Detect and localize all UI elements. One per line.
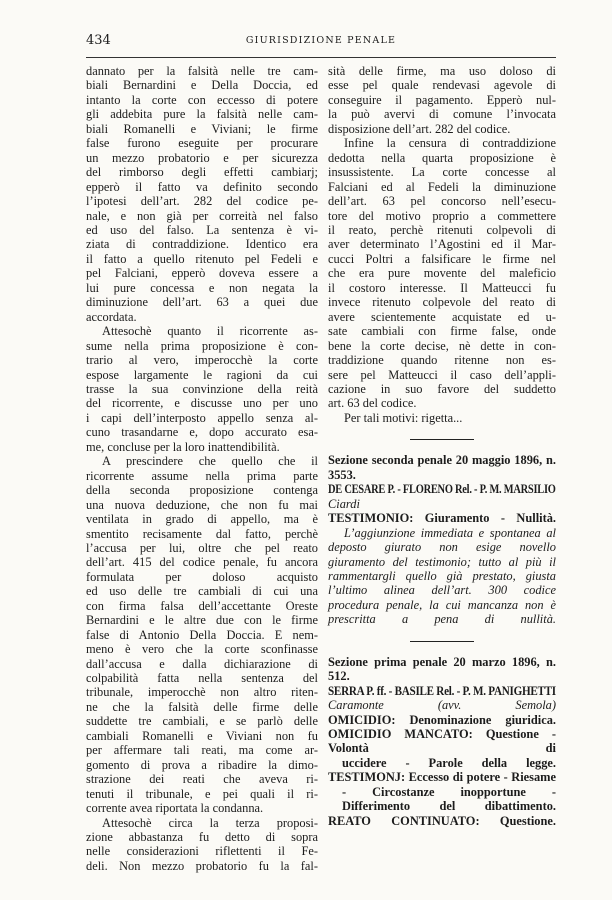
text-line: strazione dei reati che aveva ri- — [86, 772, 318, 787]
text-line: espose largamente le ragioni da cui — [86, 367, 318, 382]
case-entry-2 — [328, 655, 556, 828]
text-line: corrente avea riportata la condanna. — [86, 801, 264, 816]
text-line: dell’art. 63 pel concorso nell’esecu- — [328, 194, 556, 209]
right-column — [328, 64, 556, 828]
text-line: zione abbastanza fu detto di sopra — [86, 830, 318, 845]
right-column-text — [328, 64, 556, 425]
section-divider — [410, 439, 474, 440]
text-line: cazione in suo favore del suddetto — [328, 381, 556, 396]
subject-continuation: - Circostanze inopportune - Differimento del dibattimento. — [342, 784, 556, 814]
text-line: sità delle firme, ma uso doloso di — [328, 64, 556, 78]
text-line: una nuova deduzione, che non fu mai — [86, 497, 318, 512]
text-line: tribunale, imperocchè non altro riten- — [86, 685, 318, 700]
subject-body: Denominazione giuridica. — [395, 712, 556, 727]
case-session: Sezione prima penale 20 marzo 1896, n. 512. — [328, 654, 556, 684]
text-line: dall’accusa e dalla dichiarazione di — [86, 656, 318, 671]
text-line: pel Falciani, epperò doveva essere a — [86, 266, 318, 281]
text-line: trasse la sua convinzione della reità — [86, 381, 318, 396]
subject-body: Questione - Volontà di — [328, 727, 556, 756]
text-line: Per tali motivi: rigetta... — [344, 410, 463, 425]
text-line: gomento di prova a ribadire la dimo- — [86, 757, 318, 772]
subject-head: TESTIMONJ: — [328, 770, 406, 785]
subject-body: Questione. — [479, 813, 556, 828]
text-line: trario al vero, imperocchè la corte — [86, 353, 318, 368]
text-line: tenuti il tribunale, e pei quali il ri- — [86, 786, 318, 801]
text-line: meno è vero che la corte sconfinasse — [86, 642, 318, 657]
subject-head: OMICIDIO: — [328, 712, 396, 727]
text-line: dedotta nella quarta proposizione è — [328, 150, 556, 165]
header-rule — [86, 57, 556, 58]
text-line: false di Antonio Della Doccia. E nem- — [86, 627, 318, 642]
text-line: bene la corte decise, nè dette in con- — [328, 338, 556, 353]
subject-head: REATO CONTINUATO: — [328, 813, 480, 828]
subject-body: Eccesso di potere - Riesame — [405, 770, 556, 785]
text-line: traddizione quando ritenne non es- — [328, 353, 556, 368]
text-line: dell’art. 415 del codice penale, fu ancora — [86, 555, 318, 570]
text-line: Bernardini e le altre due con le firme — [86, 613, 318, 628]
running-title: GIURISDIZIONE PENALE — [245, 35, 397, 46]
case-subject — [328, 770, 556, 813]
text-line: con firma falsa dell’accettante Oreste — [86, 598, 318, 613]
text-line: avere scientemente acquistate ed u- — [328, 309, 556, 324]
text-line: Falciani ed al Fedeli la diminuzione — [328, 179, 556, 194]
text-line: il reato, perchè ritenuti colpevoli di — [328, 222, 556, 237]
text-line: tore del motivo proprio a commettere — [328, 208, 556, 223]
subject-continuation: uccidere - Parole della legge. — [342, 755, 556, 770]
subject-head: OMICIDIO MANCATO: — [328, 727, 473, 742]
text-line: deli. Non mezzo probatorio fu la fal- — [86, 858, 318, 873]
case-subject — [328, 814, 556, 828]
text-line: intanto la corte con eccesso di potere — [86, 92, 318, 107]
text-line: sume nella prima proposizione è con- — [86, 338, 318, 353]
text-line: conseguire il pagamento. Epperò nul- — [328, 92, 556, 107]
text-line: ed uso del falso. La sentenza è vi- — [86, 222, 318, 237]
text-line: lui pure concessa e non negata la — [86, 280, 318, 295]
text-line: l’accusa per lui, oltre che pel reato — [86, 540, 318, 555]
case-parties: SERRA P. ff. - BASILE Rel. - P. M. PANIGHETTI — [328, 683, 556, 698]
text-line: ziata di contraddizione. Identico era — [86, 237, 318, 252]
text-line: Infine la censura di contraddizione — [344, 136, 556, 151]
case-session: Sezione seconda penale 20 maggio 1896, n. 3553. — [328, 453, 556, 482]
text-line: nale, e non già per correità nel falso — [86, 208, 318, 223]
text-line: ricorrente assume nella prima parte — [86, 468, 318, 483]
text-line: cambiali Romanelli e Viviani non fu — [86, 728, 318, 743]
case-subject: TESTIMONIO: Giuramento - Nullità. — [328, 511, 556, 526]
text-line: formulata per doloso acquisto — [86, 569, 318, 584]
text-line: che era pure movente del maleficio — [328, 266, 556, 281]
text-line: del rimborso degli effetti cambiarj; — [86, 165, 318, 180]
text-line: nelle considerazioni riflettenti il Fe- — [86, 844, 318, 859]
text-line: A prescindere che quello che il — [102, 454, 318, 469]
text-line: la può avervi di comune l’invocata — [328, 107, 556, 122]
text-line: sere pel Matteucci il caso dell’appli- — [328, 367, 556, 382]
text-line: accordata. — [86, 309, 137, 324]
page-header — [86, 33, 556, 51]
text-line: art. 63 del codice. — [328, 396, 417, 411]
section-divider — [410, 641, 474, 642]
text-line: Attesochè quanto il ricorrente as- — [102, 324, 318, 339]
text-line: un mezzo probatorio e per sicurezza — [86, 150, 318, 165]
case-parties: DE CESARE P. - FLORENO Rel. - P. M. MARSILIO — [328, 482, 556, 497]
case-party-name: Ciardi — [328, 496, 360, 511]
text-line: i capi dell’interposto appello senza al- — [86, 410, 318, 425]
case-subjects — [328, 713, 556, 829]
case-subject — [328, 713, 556, 727]
text-line: biali Bernardini e Della Doccia, ed — [86, 78, 318, 93]
text-line: il costoro interesse. Il Matteucci fu — [328, 280, 556, 295]
text-line: Attesochè circa la terza proposi- — [102, 815, 318, 830]
text-line: aver determinato l’Agostini ed il Mar- — [328, 237, 556, 252]
text-line: colpabilità fatta nella sentenza del — [86, 671, 318, 686]
text-line: ne che la falsità delle firme delle — [86, 699, 318, 714]
case-subject — [328, 727, 556, 770]
text-line: ventilata in grado di appello, ma è — [86, 512, 318, 527]
case-party-name: Caramonte (avv. Semola) — [328, 698, 556, 713]
page-number: 434 — [86, 33, 111, 48]
left-column — [86, 64, 318, 873]
text-line: insussistente. La corte concesse al — [328, 165, 556, 180]
text-line: cuno trasandarne e, dopo accurato esa- — [86, 425, 318, 440]
text-line: me, concluse per la loro inattendibilità. — [86, 439, 280, 454]
case-entry-1 — [328, 453, 556, 626]
text-line: smentito recisamente dal fatto, perchè — [86, 526, 318, 541]
text-line: diminuzione dell’art. 63 a quei due — [86, 295, 318, 310]
text-line: del ricorrente, e discusse uno per uno — [86, 396, 318, 411]
text-line: sate cambiali con firme false, onde — [328, 324, 556, 339]
text-line: biali Romanelli e Viviani; le firme — [86, 121, 318, 136]
text-line: cucci Poltri a falsificare le firme nel — [328, 251, 556, 266]
text-line: suddette tre cambiali, e se parlò delle — [86, 714, 318, 729]
text-line: per affermare tali reati, ma come ar- — [86, 743, 318, 758]
text-line: false furono eseguite per procurare — [86, 136, 318, 151]
text-line: ed uso delle tre cambiali di cui una — [86, 584, 318, 599]
text-line: dannato per la falsità nelle tre cam- — [86, 64, 318, 78]
case-maxim: L’aggiunzione immediata e spontanea al deposto giurato non esige novello giuramento del testimonio; tutto al più il rammentargli quello già prestato, giusta l’ultimo alinea dell’art. 300 codice procedura penale, la cui mancanza non è prescritta a pena di nullità. — [328, 525, 556, 627]
text-line: disposizione dell’art. 282 del codice. — [328, 121, 511, 136]
text-line: della seconda proposizione contenga — [86, 483, 318, 498]
text-line: l’ipotesi dell’art. 282 del codice pe- — [86, 194, 318, 209]
text-line: invece ritenuto colpevole del reato di — [328, 295, 556, 310]
text-line: il fatto a quello ritenuto pel Fedeli e — [86, 251, 318, 266]
text-line: gli addebita pure la falsità nelle cam- — [86, 107, 318, 122]
text-line: esse pel quale rendevasi agevole di — [328, 78, 556, 93]
text-line: epperò il fatto va definito secondo — [86, 179, 318, 194]
